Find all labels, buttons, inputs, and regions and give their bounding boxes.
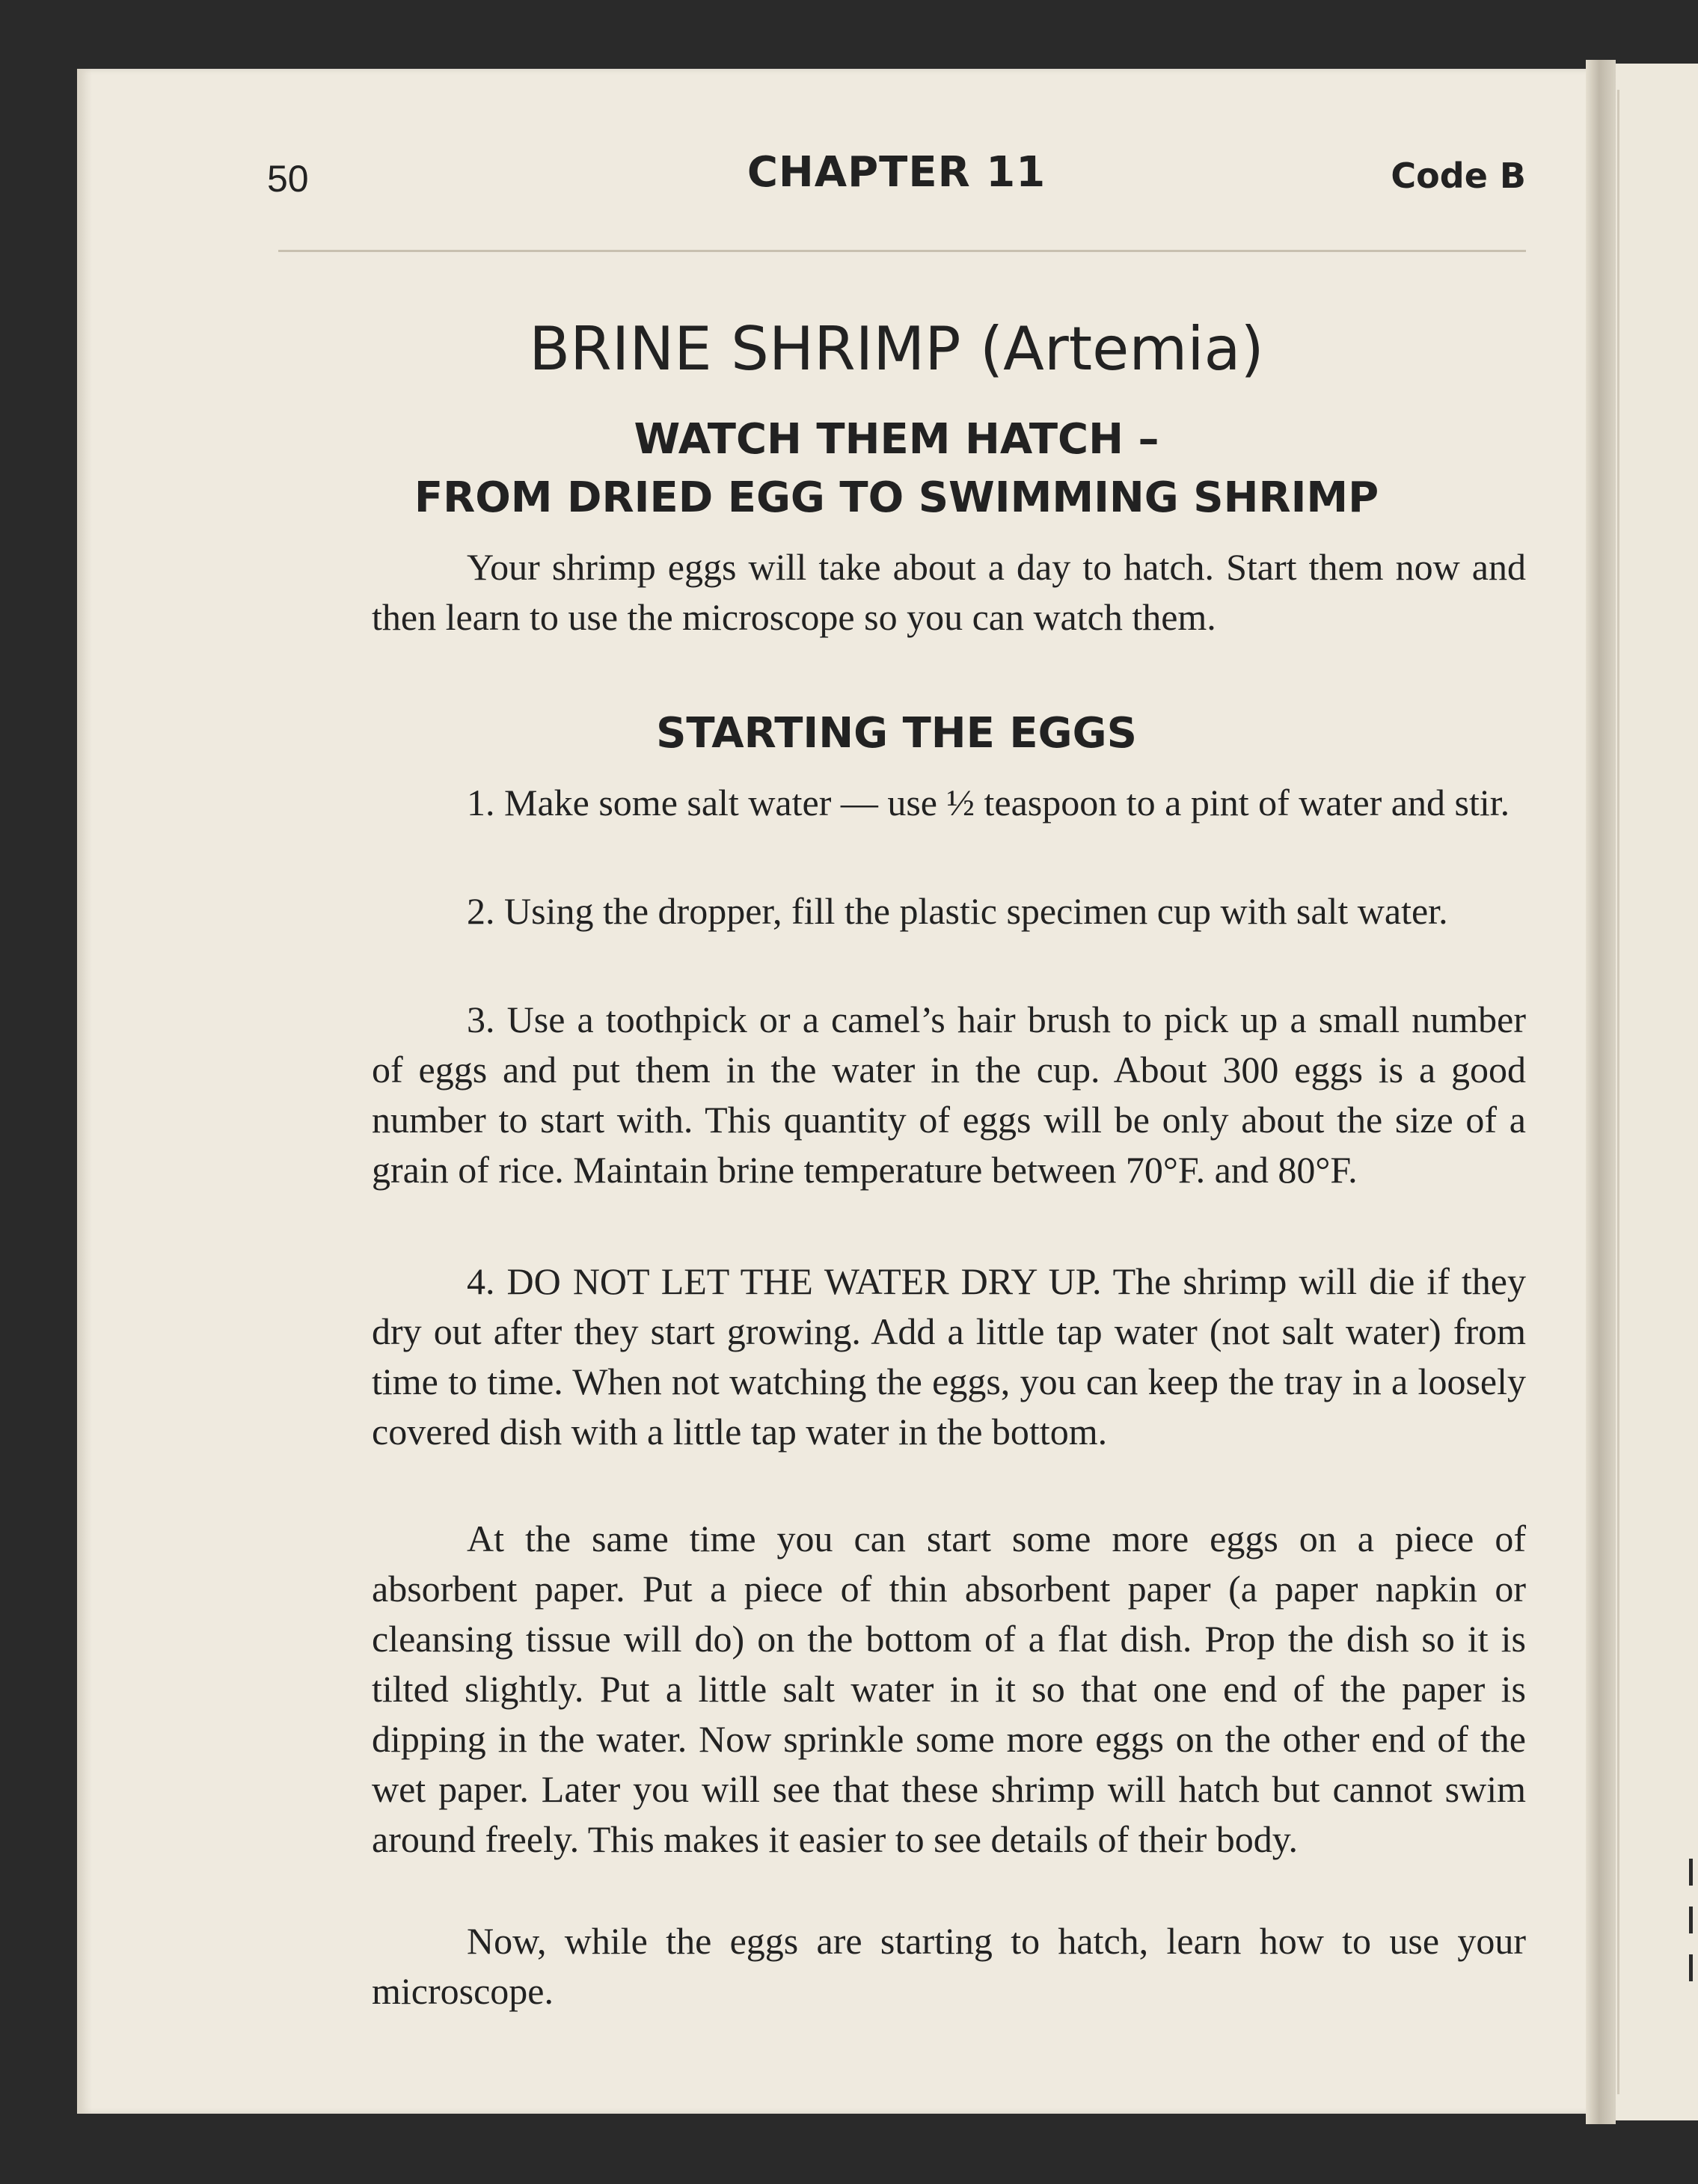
page-header xyxy=(267,148,1526,208)
facing-page-fold xyxy=(1617,90,1619,2094)
step-2: 2. Using the dropper, fill the plastic specimen cup with salt water. xyxy=(467,890,1448,932)
book-gutter xyxy=(1586,60,1616,2124)
chapter-heading: CHAPTER 11 xyxy=(747,148,1046,197)
absorbent-paper-paragraph: At the same time you can start some more eggs on a piece of absorbent paper. Put a piece of thin absorbent paper (a paper napkin or cleansing tissue will do) on the bottom of a flat dish. Prop the dish so it is tilted slightly. Put a little salt water in it so that one end of the paper is dipping in the water. Now sprinkle some more eggs on the other end of the wet paper. Later you will see that these shrimp will hatch but cannot swim around freely. This makes it easier to see details of their body. xyxy=(372,1518,1526,1860)
header-rule xyxy=(278,250,1526,252)
page-number: 50 xyxy=(267,158,309,200)
code-label: Code B xyxy=(1391,156,1526,196)
section-heading: STARTING THE EGGS xyxy=(656,709,1137,758)
closing-paragraph: Now, while the eggs are starting to hatch, learn how to use your microscope. xyxy=(372,1920,1526,2012)
facing-page-text-fragment xyxy=(1689,1859,1698,1993)
step-3: 3. Use a toothpick or a camel’s hair brush to pick up a small number of eggs and put them in the water in the cup. About 300 eggs is a good number to start with. This quantity of eggs will be only about the size of a grain of rice. Maintain brine temperature between 70°F. and 80°F. xyxy=(372,999,1526,1191)
facing-page-edge xyxy=(1616,64,1698,2120)
step-4: 4. DO NOT LET THE WATER DRY UP. The shrimp will die if they dry out after they start growing. Add a little tap water (not salt water) from time to time. When not watching the eggs, you can keep the tray in a loosely covered dish with a little tap water in the bottom. xyxy=(372,1260,1526,1453)
subtitle-line-2: FROM DRIED EGG TO SWIMMING SHRIMP xyxy=(414,473,1379,522)
step-1: 1. Make some salt water — use ½ teaspoon to a pint of water and stir. xyxy=(467,782,1510,823)
page-edge-shadow xyxy=(77,69,92,2114)
page-title: BRINE SHRIMP (Artemia) xyxy=(529,314,1264,384)
subtitle-line-1: WATCH THEM HATCH – xyxy=(634,415,1159,464)
intro-paragraph: Your shrimp eggs will take about a day to hatch. Start them now and then learn to use the microscope so you can watch them. xyxy=(372,546,1526,638)
